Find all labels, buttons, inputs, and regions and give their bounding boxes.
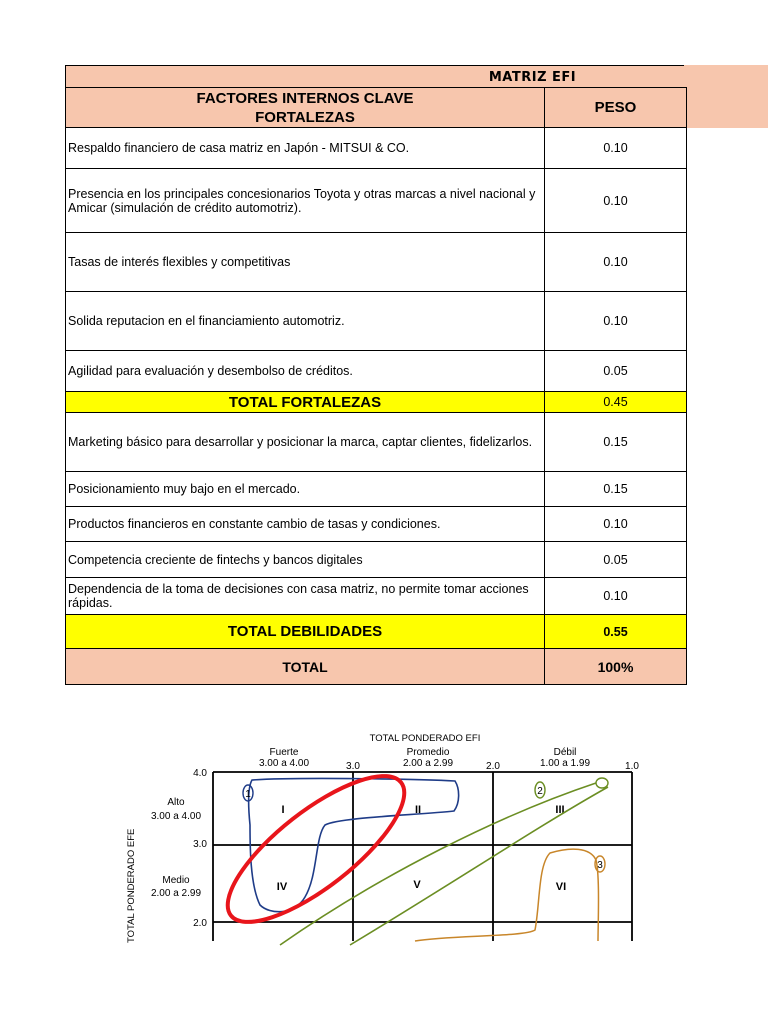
factor-cell: Dependencia de la toma de decisiones con casa matriz, no permite tomar acciones rápidas. [66,578,545,615]
col-range-fuerte: 3.00 a 4.00 [258,758,310,769]
y-tick: 4.0 [193,768,207,779]
col-range-promedio: 2.00 a 2.99 [402,758,454,769]
matrix-title: MATRIZ EFI [488,70,577,85]
row-label-alto: Alto [167,797,185,808]
table-row [66,542,687,578]
col-label-promedio: Promedio [406,747,450,758]
factor-cell: Marketing básico para desarrollar y posicionar la marca, captar clientes, fidelizarlos. [66,413,545,472]
total-strengths-peso: 0.45 [545,392,687,413]
peso-cell: 0.15 [545,413,687,472]
orange-curve [415,849,599,941]
title-band [65,65,768,89]
table-row [66,507,687,542]
table-row [66,351,687,392]
table-row [66,128,687,169]
peso-cell: 0.10 [545,233,687,292]
cell-label-v: V [413,879,421,891]
peso-cell: 0.15 [545,472,687,507]
marker-3: 3 [597,860,603,871]
red-ellipse [207,753,424,946]
green-band-lower [280,783,596,945]
green-band-end [596,778,608,788]
header-row [66,88,687,128]
table-row [66,578,687,615]
table-row [66,472,687,507]
col-label-fuerte: Fuerte [269,747,299,758]
cell-label-i: I [281,804,285,816]
peso-cell: 0.10 [545,128,687,169]
x-tick: 1.0 [625,761,639,772]
row-range-alto: 3.00 a 4.00 [150,811,202,822]
marker-1: 1 [245,789,251,800]
header-peso: PESO [545,88,687,128]
cell-label-vi: VI [555,881,567,893]
peso-cell: 0.10 [545,578,687,615]
total-peso: 100% [545,649,687,685]
peso-cell: 0.10 [545,507,687,542]
ie-matrix [120,725,650,950]
y-tick: 3.0 [193,839,207,850]
factor-cell: Tasas de interés flexibles y competitivas [66,233,545,292]
total-row [66,649,687,685]
table-row [66,413,687,472]
factor-cell: Productos financieros en constante cambio de tasas y condiciones. [66,507,545,542]
factor-cell: Respaldo financiero de casa matriz en Japón - MITSUI & CO. [66,128,545,169]
y-tick: 2.0 [193,918,207,929]
header-factors-line1: FACTORES INTERNOS CLAVE [196,89,414,107]
y-axis-title: TOTAL PONDERADO EFE [126,828,137,943]
total-weaknesses-peso: 0.55 [545,615,687,649]
total-weaknesses-label: TOTAL DEBILIDADES [66,615,545,649]
col-label-debil: Débil [553,747,577,758]
cell-label-iii: III [555,804,565,816]
header-factors [66,88,545,128]
total-strengths-row [66,392,687,413]
x-axis-title: TOTAL PONDERADO EFI [369,733,481,744]
cell-label-ii: II [414,804,422,816]
total-strengths-label: TOTAL FORTALEZAS [66,392,545,413]
efi-table [65,87,687,685]
x-tick: 2.0 [486,761,500,772]
table-row [66,292,687,351]
total-weaknesses-row [66,615,687,649]
factor-cell: Presencia en los principales concesionarios Toyota y otras marcas a nivel nacional y Amicar (simulación de crédito automotriz). [66,169,545,233]
row-label-medio: Medio [162,875,190,886]
factor-cell: Solida reputacion en el financiamiento automotriz. [66,292,545,351]
factor-cell: Posicionamiento muy bajo en el mercado. [66,472,545,507]
col-range-debil: 1.00 a 1.99 [539,758,591,769]
cell-label-iv: IV [276,881,288,893]
factor-cell: Agilidad para evaluación y desembolso de créditos. [66,351,545,392]
row-range-medio: 2.00 a 2.99 [150,888,202,899]
table-row [66,169,687,233]
header-factors-line2: FORTALEZAS [255,108,355,126]
total-label: TOTAL [66,649,545,685]
marker-2: 2 [537,786,543,797]
table-row [66,233,687,292]
x-tick: 3.0 [346,761,360,772]
factor-cell: Competencia creciente de fintechs y bancos digitales [66,542,545,578]
peso-cell: 0.05 [545,351,687,392]
peso-cell: 0.05 [545,542,687,578]
peso-cell: 0.10 [545,169,687,233]
peso-cell: 0.10 [545,292,687,351]
